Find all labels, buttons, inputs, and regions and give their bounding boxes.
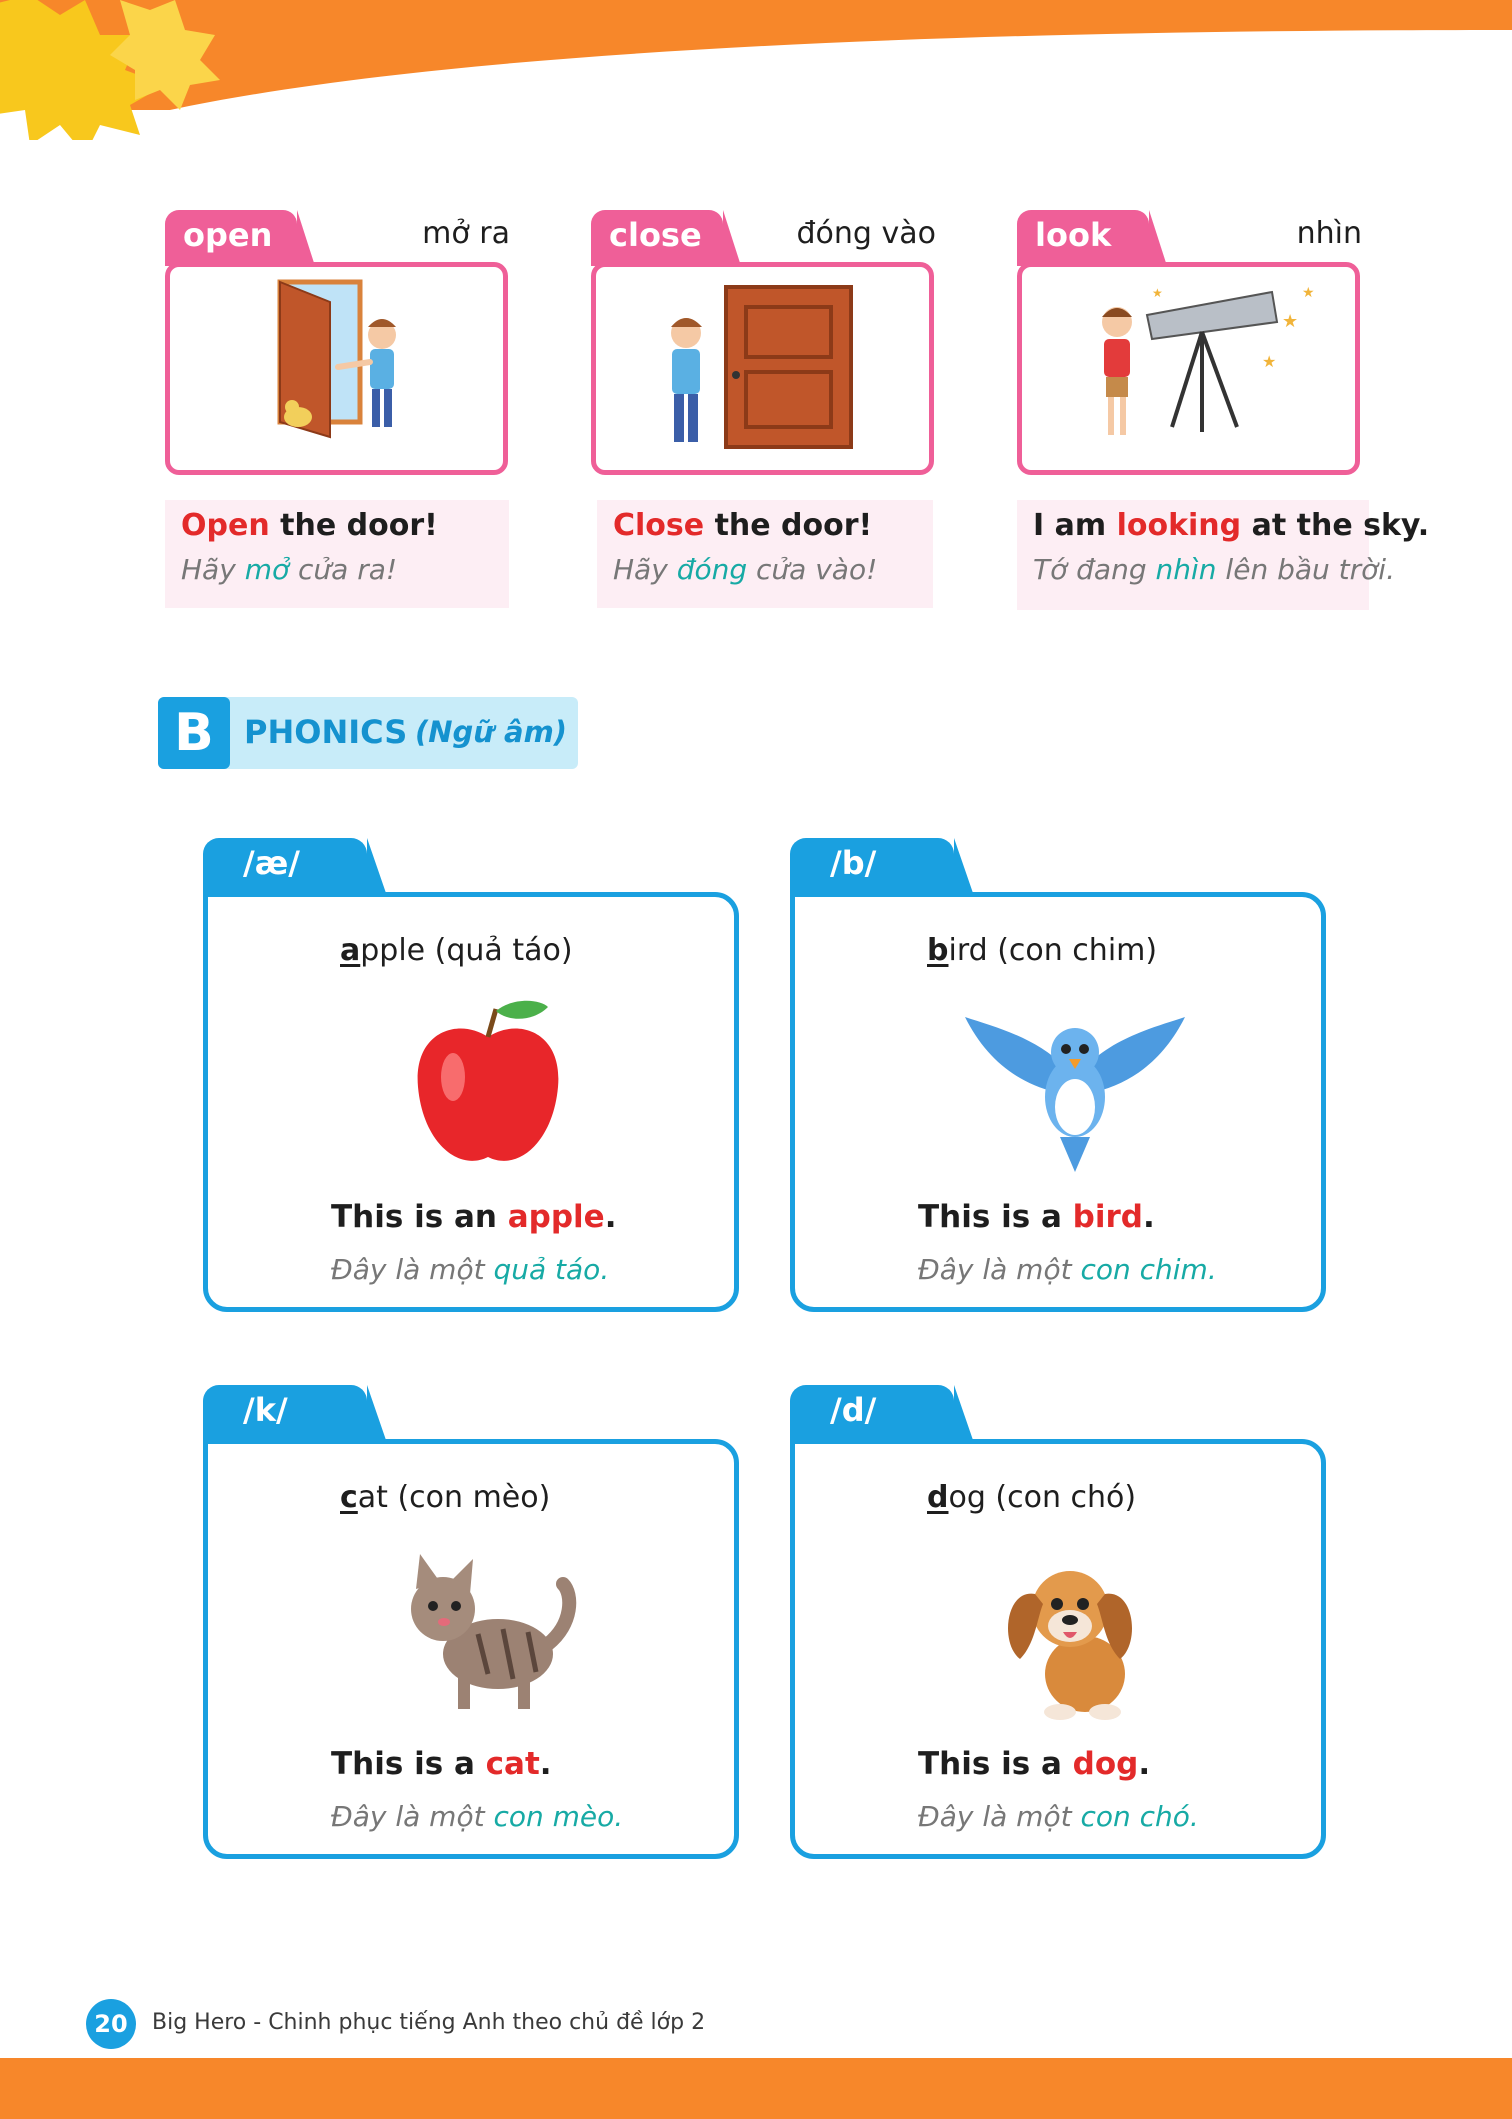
translation-text: Đây là một bbox=[331, 1253, 494, 1286]
vocab-meaning: đóng vào bbox=[796, 216, 936, 251]
vocab-tab bbox=[591, 210, 723, 266]
sentence-text: This is a bbox=[331, 1746, 486, 1782]
phonics-tab bbox=[203, 838, 367, 896]
phonics-sound: /k/ bbox=[243, 1391, 288, 1429]
sentence-text: the door! bbox=[704, 508, 873, 543]
translation-text: Tớ đang bbox=[1033, 553, 1156, 586]
keyword: Open bbox=[181, 508, 270, 543]
svg-text:★: ★ bbox=[1302, 285, 1315, 301]
svg-text:★: ★ bbox=[1262, 352, 1277, 371]
phonics-tab bbox=[790, 838, 954, 896]
vocab-image-frame bbox=[591, 262, 934, 475]
sentence-text: . bbox=[1142, 1199, 1155, 1235]
phonics-sentence-english bbox=[331, 1199, 616, 1235]
translation-text: cửa vào! bbox=[747, 553, 878, 586]
section-header-phonics bbox=[158, 697, 578, 769]
translation-keyword: con mèo bbox=[493, 1800, 615, 1833]
closed-door-illustration bbox=[596, 267, 929, 470]
phonics-tab bbox=[790, 1385, 954, 1443]
phonics-sentence-english bbox=[331, 1746, 552, 1782]
footer-band bbox=[0, 2058, 1512, 2119]
phonics-letter: d bbox=[927, 1480, 949, 1515]
svg-text:★: ★ bbox=[1282, 311, 1299, 332]
telescope-illustration bbox=[1022, 267, 1355, 470]
phonics-card-k bbox=[203, 1385, 739, 1860]
phonics-letter: a bbox=[340, 933, 361, 968]
translation-text: . bbox=[1207, 1253, 1217, 1286]
sentence-text: the door! bbox=[269, 508, 438, 543]
keyword: Close bbox=[613, 508, 705, 543]
translation-text: Đây là một bbox=[918, 1800, 1081, 1833]
open-door-illustration bbox=[170, 267, 503, 470]
phonics-word-rest: ird (con chim) bbox=[948, 933, 1158, 968]
keyword: apple bbox=[507, 1199, 605, 1235]
phonics-card-ae bbox=[203, 838, 739, 1313]
sentence-english bbox=[181, 508, 493, 543]
translation-text: Hãy bbox=[613, 553, 677, 586]
translation-text: cửa ra! bbox=[289, 553, 398, 586]
vocab-card-look bbox=[1017, 210, 1362, 480]
phonics-word bbox=[927, 933, 1157, 968]
page-number-badge: 20 bbox=[86, 1999, 136, 2049]
translation-keyword: quả táo bbox=[493, 1253, 601, 1286]
vocab-card-open bbox=[165, 210, 510, 480]
sentence-vietnamese bbox=[181, 553, 493, 586]
sentence-text: This is an bbox=[331, 1199, 508, 1235]
cat-illustration bbox=[378, 1544, 598, 1724]
example-sentence-close bbox=[597, 500, 933, 608]
section-subtitle: (Ngữ âm) bbox=[415, 715, 568, 749]
translation-text: Đây là một bbox=[331, 1800, 494, 1833]
keyword: bird bbox=[1072, 1199, 1143, 1235]
sentence-text: This is a bbox=[918, 1199, 1073, 1235]
sentence-text: . bbox=[1138, 1746, 1151, 1782]
keyword: cat bbox=[485, 1746, 540, 1782]
book-title: Big Hero - Chinh phục tiếng Anh theo chủ đề lớp 2 bbox=[152, 2010, 706, 2035]
section-title: PHONICS bbox=[244, 713, 408, 751]
phonics-word-rest: og (con chó) bbox=[948, 1480, 1137, 1515]
phonics-letter: c bbox=[340, 1480, 358, 1515]
sentence-english bbox=[1033, 508, 1430, 543]
phonics-frame bbox=[203, 892, 739, 1312]
translation-text: . bbox=[614, 1800, 624, 1833]
phonics-sentence-vietnamese bbox=[331, 1253, 609, 1286]
vocab-tab bbox=[165, 210, 297, 266]
bird-illustration bbox=[965, 997, 1185, 1177]
svg-text:★: ★ bbox=[1152, 286, 1163, 300]
phonics-word bbox=[340, 933, 573, 968]
translation-keyword: nhìn bbox=[1155, 553, 1217, 586]
apple-illustration bbox=[378, 997, 598, 1177]
vocab-card-close bbox=[591, 210, 936, 480]
vocab-word: look bbox=[1035, 216, 1112, 254]
phonics-letter: b bbox=[927, 933, 949, 968]
sentence-english bbox=[613, 508, 917, 543]
sentence-text: I am bbox=[1033, 508, 1117, 543]
vocab-word: open bbox=[183, 216, 273, 254]
phonics-sound: /æ/ bbox=[243, 844, 300, 882]
translation-keyword: con chim bbox=[1080, 1253, 1208, 1286]
header-band bbox=[0, 0, 1512, 140]
phonics-frame bbox=[790, 892, 1326, 1312]
vocab-image-frame bbox=[165, 262, 508, 475]
phonics-sentence-vietnamese bbox=[918, 1800, 1199, 1833]
translation-keyword: mở bbox=[244, 553, 290, 586]
phonics-sentence-english bbox=[918, 1199, 1155, 1235]
translation-text: . bbox=[600, 1253, 610, 1286]
phonics-word bbox=[340, 1480, 550, 1515]
example-sentence-look bbox=[1017, 500, 1430, 610]
phonics-sentence-vietnamese bbox=[331, 1800, 623, 1833]
sentence-text: This is a bbox=[918, 1746, 1073, 1782]
phonics-frame bbox=[203, 1439, 739, 1859]
phonics-frame bbox=[790, 1439, 1326, 1859]
section-letter-badge: B bbox=[158, 697, 230, 769]
phonics-sentence-vietnamese bbox=[918, 1253, 1217, 1286]
phonics-word-rest: pple (quả táo) bbox=[360, 933, 573, 968]
sentence-text: . bbox=[539, 1746, 552, 1782]
phonics-word-rest: at (con mèo) bbox=[357, 1480, 551, 1515]
vocab-word: close bbox=[609, 216, 702, 254]
translation-text: Đây là một bbox=[918, 1253, 1081, 1286]
example-sentence-open bbox=[165, 500, 509, 608]
translation-text: Hãy bbox=[181, 553, 245, 586]
phonics-card-b bbox=[790, 838, 1326, 1313]
keyword: looking bbox=[1116, 508, 1242, 543]
dog-illustration bbox=[965, 1544, 1185, 1724]
vocab-meaning: nhìn bbox=[1296, 216, 1362, 251]
translation-text: . bbox=[1189, 1800, 1199, 1833]
sentence-vietnamese bbox=[613, 553, 917, 586]
translation-keyword: con chó bbox=[1080, 1800, 1190, 1833]
vocab-tab bbox=[1017, 210, 1149, 266]
phonics-sound: /d/ bbox=[830, 1391, 877, 1429]
phonics-sentence-english bbox=[918, 1746, 1150, 1782]
vocab-image-frame bbox=[1017, 262, 1360, 475]
sentence-vietnamese bbox=[1033, 553, 1395, 586]
vocab-meaning: mở ra bbox=[422, 216, 510, 251]
translation-text: lên bầu trời. bbox=[1216, 553, 1395, 586]
phonics-word bbox=[927, 1480, 1136, 1515]
sentence-text: . bbox=[604, 1199, 617, 1235]
phonics-card-d bbox=[790, 1385, 1326, 1860]
phonics-tab bbox=[203, 1385, 367, 1443]
sentence-text: at the sky. bbox=[1241, 508, 1430, 543]
translation-keyword: đóng bbox=[676, 553, 748, 586]
keyword: dog bbox=[1072, 1746, 1139, 1782]
phonics-sound: /b/ bbox=[830, 844, 877, 882]
